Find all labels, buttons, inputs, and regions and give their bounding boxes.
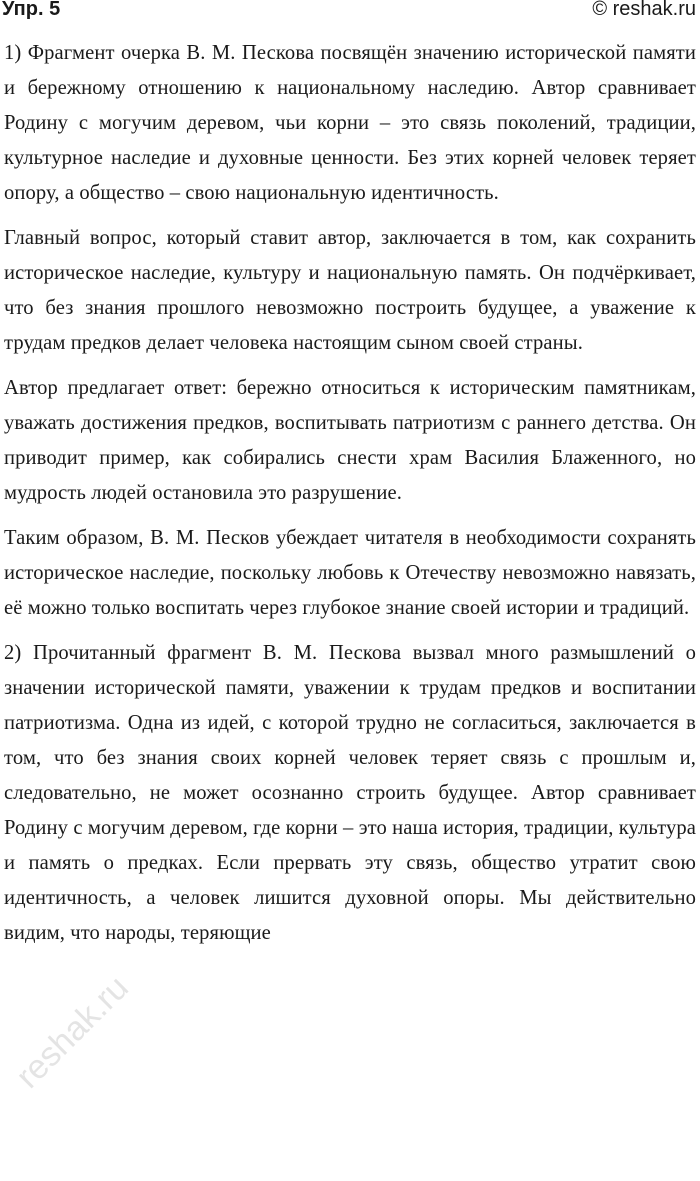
exercise-title: Упр. 5 xyxy=(2,0,61,20)
paragraph-5: 2) Прочитанный фрагмент В. М. Пескова вызвал много размышлений о значении исторической памяти, уважении к трудам предков и воспитании патриотизма. Одна из идей, с которой трудно не согласиться, заключается в том, что без знания своих корней человек теряет связь с прошлым и, следовательно, не может осознанно строить будущее. Автор сравнивает Родину с могучим деревом, где корни – это наша история, традиции, культура и память о предках. Если прервать эту связь, общество утратит свою идентичность, а человек лишится духовной опоры. Мы действительно видим, что народы, теряющие xyxy=(4,642,696,944)
paragraph-3: Автор предлагает ответ: бережно относиться к историческим памятникам, уважать достижения предков, воспитывать патриотизм с раннего детства. Он приводит пример, как собирались снести храм Василия Блаженного, но мудрость людей остановила это разрушение. xyxy=(4,377,696,504)
source-credit: © reshak.ru xyxy=(592,0,696,20)
answer-text xyxy=(4,36,696,961)
paragraph-4: Таким образом, В. М. Песков убеждает читателя в необходимости сохранять историческое наследие, поскольку любовь к Отечеству невозможно навязать, её можно только воспитать через глубокое знание своей истории и традиций. xyxy=(4,527,696,619)
page-header xyxy=(0,0,700,26)
watermark-text: reshak.ru xyxy=(8,968,136,1096)
paragraph-1: 1) Фрагмент очерка В. М. Пескова посвящён значению исторической памяти и бережному отношению к национальному наследию. Автор сравнивает Родину с могучим деревом, чьи корни – это связь поколений, традиции, культурное наследие и духовные ценности. Без этих корней человек теряет опору, а общество – свою национальную идентичность. xyxy=(4,42,696,204)
paragraph-2: Главный вопрос, который ставит автор, заключается в том, как сохранить историческое наследие, культуру и национальную память. Он подчёркивает, что без знания прошлого невозможно построить будущее, а уважение к трудам предков делает человека настоящим сыном своей страны. xyxy=(4,227,696,354)
